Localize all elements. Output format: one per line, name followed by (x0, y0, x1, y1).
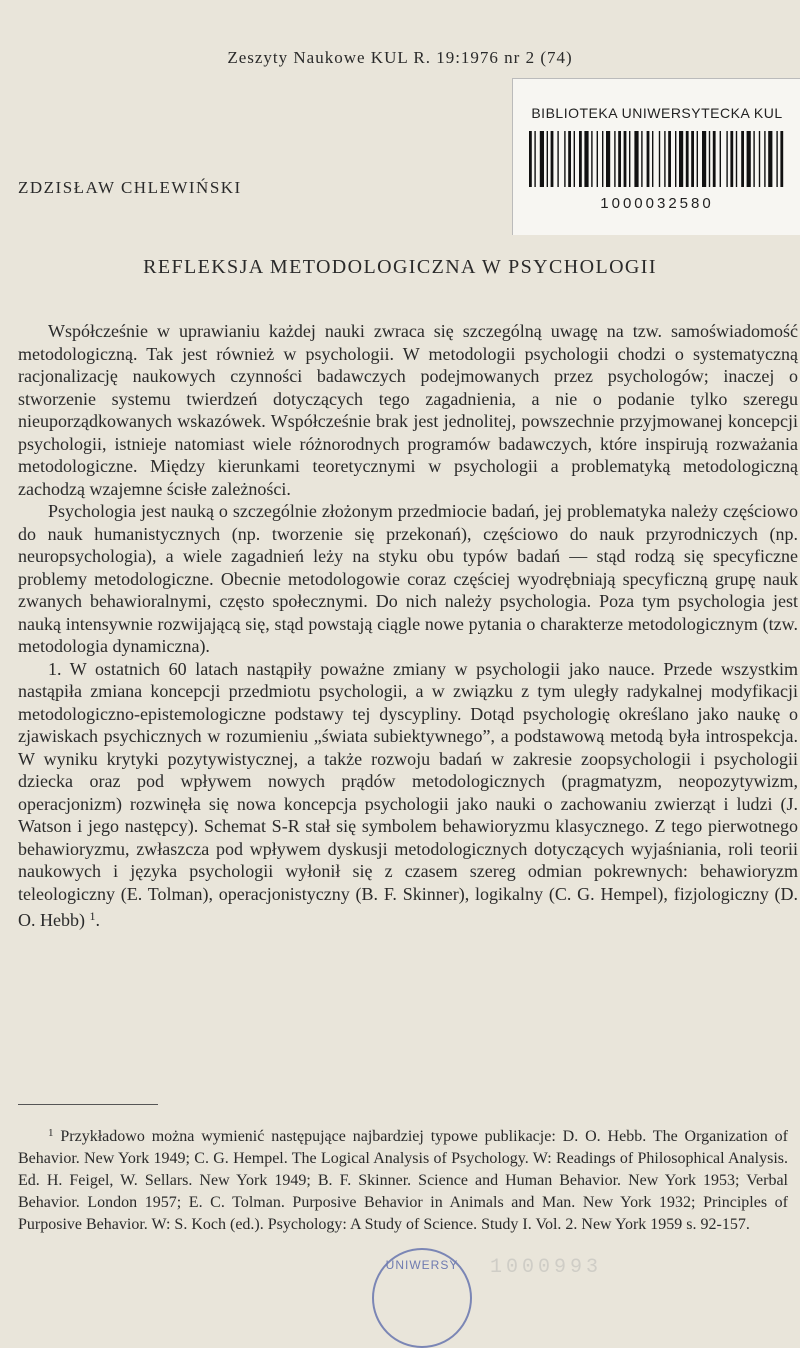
footnote (18, 1122, 788, 1236)
article-body (18, 320, 798, 932)
paragraph: Współcześnie w uprawianiu każdej nauki zwraca się szczególną uwagę na tzw. samoświadomość metodologiczną. Tak jest również w psychologii. W metodologii psychologii chodzi o systematyczną racjonalizację naukowych czynności badawczych podejmowanych przez psychologów; inaczej o stworzenie systemu twierdzeń dotyczących tego zagadnienia, a nie o podanie tylko szeregu nieuporządkowanych wskazówek. Współcześnie brak jest jednolitej, powszechnie przyjmowanej koncepcji psychologii, istnieje natomiast wiele różnorodnych programów badawczych, które inspirują rozważania metodologiczne. Między kierunkami teoretycznymi w psychologii a problematyką metodologiczną zachodzą wzajemne ścisłe zależności. (18, 321, 798, 499)
paragraph-text: 1. W ostatnich 60 latach nastąpiły poważne zmiany w psychologii jako nauce. Przede wszystkim nastąpiła zmiana koncepcji przedmiotu psychologii, a w związku z tym uległy radykalnej modyfikacji metodologiczno-epistemologiczne podstawy tej dyscypliny. Dotąd psychologię określano jako naukę o zjawiskach psychicznych w rozumieniu „świata subiektywnego”, a podstawową metodą była introspekcja. W wyniku krytyki pozytywistycznej, a także rozwoju badań w zakresie zoopsychologii i psychologii dziecka oraz pod wpływem nowych prądów metodologicznych (pragmatyzm, neopozytywizm, operacjonizm) rozwinęła się nowa koncepcja psychologii jako nauki o zachowaniu zwierząt i ludzi (J. Watson i jego następcy). Schemat S-R stał się symbolem behawioryzmu klasycznego. Z tego pierwotnego behawioryzmu, zwłaszcza pod wpływem dyskusji metodologicznych dotyczących wyjaśniania, roli teorii naukowych i języka psychologii wyłonił się z czasem szereg odmian pokrewnych: behawioryzm teleologiczny (E. Tolman), operacjonistyczny (B. F. Skinner), logikalny (C. G. Hempel), fizjologiczny (D. O. Hebb) (18, 658, 798, 930)
paragraph: 1. W ostatnich 60 latach nastąpiły poważne zmiany w psychologii jako nauce. Przede wszystkim nastąpiła zmiana koncepcji przedmiotu psychologii, a w związku z tym uległy radykalnej modyfikacji metodologiczno-epistemologiczne podstawy tej dyscypliny. Dotąd psychologię określano jako naukę o zjawiskach psychicznych w rozumieniu „świata subiektywnego”, a podstawową metodą była introspekcja. W wyniku krytyki pozytywistycznej, a także rozwoju badań w zakresie zoopsychologii i psychologii dziecka oraz pod wpływem nowych prądów metodologicznych (pragmatyzm, neopozytywizm, operacjonizm) rozwinęła się nowa koncepcja psychologii jako nauki o zachowaniu zwierząt i ludzi (J. Watson i jego następcy). Schemat S-R stał się symbolem behawioryzmu klasycznego. Z tego pierwotnego behawioryzmu, zwłaszcza pod wpływem dyskusji metodologicznych dotyczących wyjaśniania, roli teorii naukowych i języka psychologii wyłonił się z czasem szereg odmian pokrewnych: behawioryzm teleologiczny (E. Tolman), operacjonistyczny (B. F. Skinner), logikalny (C. G. Hempel), fizjologiczny (D. O. Hebb) $^1$. (18, 658, 798, 930)
faint-inventory-number: 1000993 (490, 1256, 603, 1279)
library-name: BIBLIOTEKA UNIWERSYTECKA KUL (531, 105, 783, 121)
paragraph-text: Psychologia jest nauką o szczególnie złożonym przedmiocie badań, jej problematyka należy częściowo do nauk humanistycznych (np. tworzenie się przekonań), częściowo do nauk przyrodniczych (np. neuropsychologia), a wiele zagadnień leży na styku obu typów badań — stąd rodzą się specyficzne problemy metodologiczne. Obecnie metodologowie coraz częściej wyodrębniają specyficzną grupę nauk zwanych behawioralnymi, często społecznymi. Do nich należy psychologia. Poza tym psychologia jest nauką intensywnie rozwijającą się, stąd powstają ciągle nowe pytania o charakterze metodologicznym (tzw. metodologia dynamiczna). (18, 501, 798, 656)
seal-text: UNIWERSY (385, 1258, 459, 1272)
paragraph (18, 500, 798, 658)
footnote-text: Przykładowo można wymienić następujące najbardziej typowe publikacje: D. O. Hebb. The Organization of Behavior. New York 1949; C. G. Hempel. The Logical Analysis of Psychology. W: Readings of Philosophical Analysis. Ed. H. Feigel, W. Sellars. New York 1949; B. F. Skinner. Science and Human Behavior. New York 1953; Verbal Behavior. London 1957; E. C. Tolman. Purposive Behavior in Animals and Man. New York 1932; Principles of Purposive Behavior. W: S. Koch (ed.). Psychology: A Study of Science. Study I. Vol. 2. New York 1959 s. 92-157. (18, 1128, 789, 1233)
journal-header: Zeszyty Naukowe KUL R. 19:1976 nr 2 (74) (227, 48, 573, 67)
footnote-divider (18, 1104, 158, 1105)
barcode-icon (529, 131, 785, 187)
library-seal-stamp (372, 1248, 472, 1348)
article-title: REFLEKSJA METODOLOGICZNA W PSYCHOLOGII (143, 256, 657, 278)
footnote-reference[interactable]: 1 (89, 909, 96, 923)
author-name: ZDZISŁAW CHLEWIŃSKI (18, 178, 242, 197)
library-barcode-sticker (512, 78, 800, 235)
footnote-number: 1 (48, 1127, 54, 1139)
barcode-number: 1000032580 (600, 195, 714, 212)
